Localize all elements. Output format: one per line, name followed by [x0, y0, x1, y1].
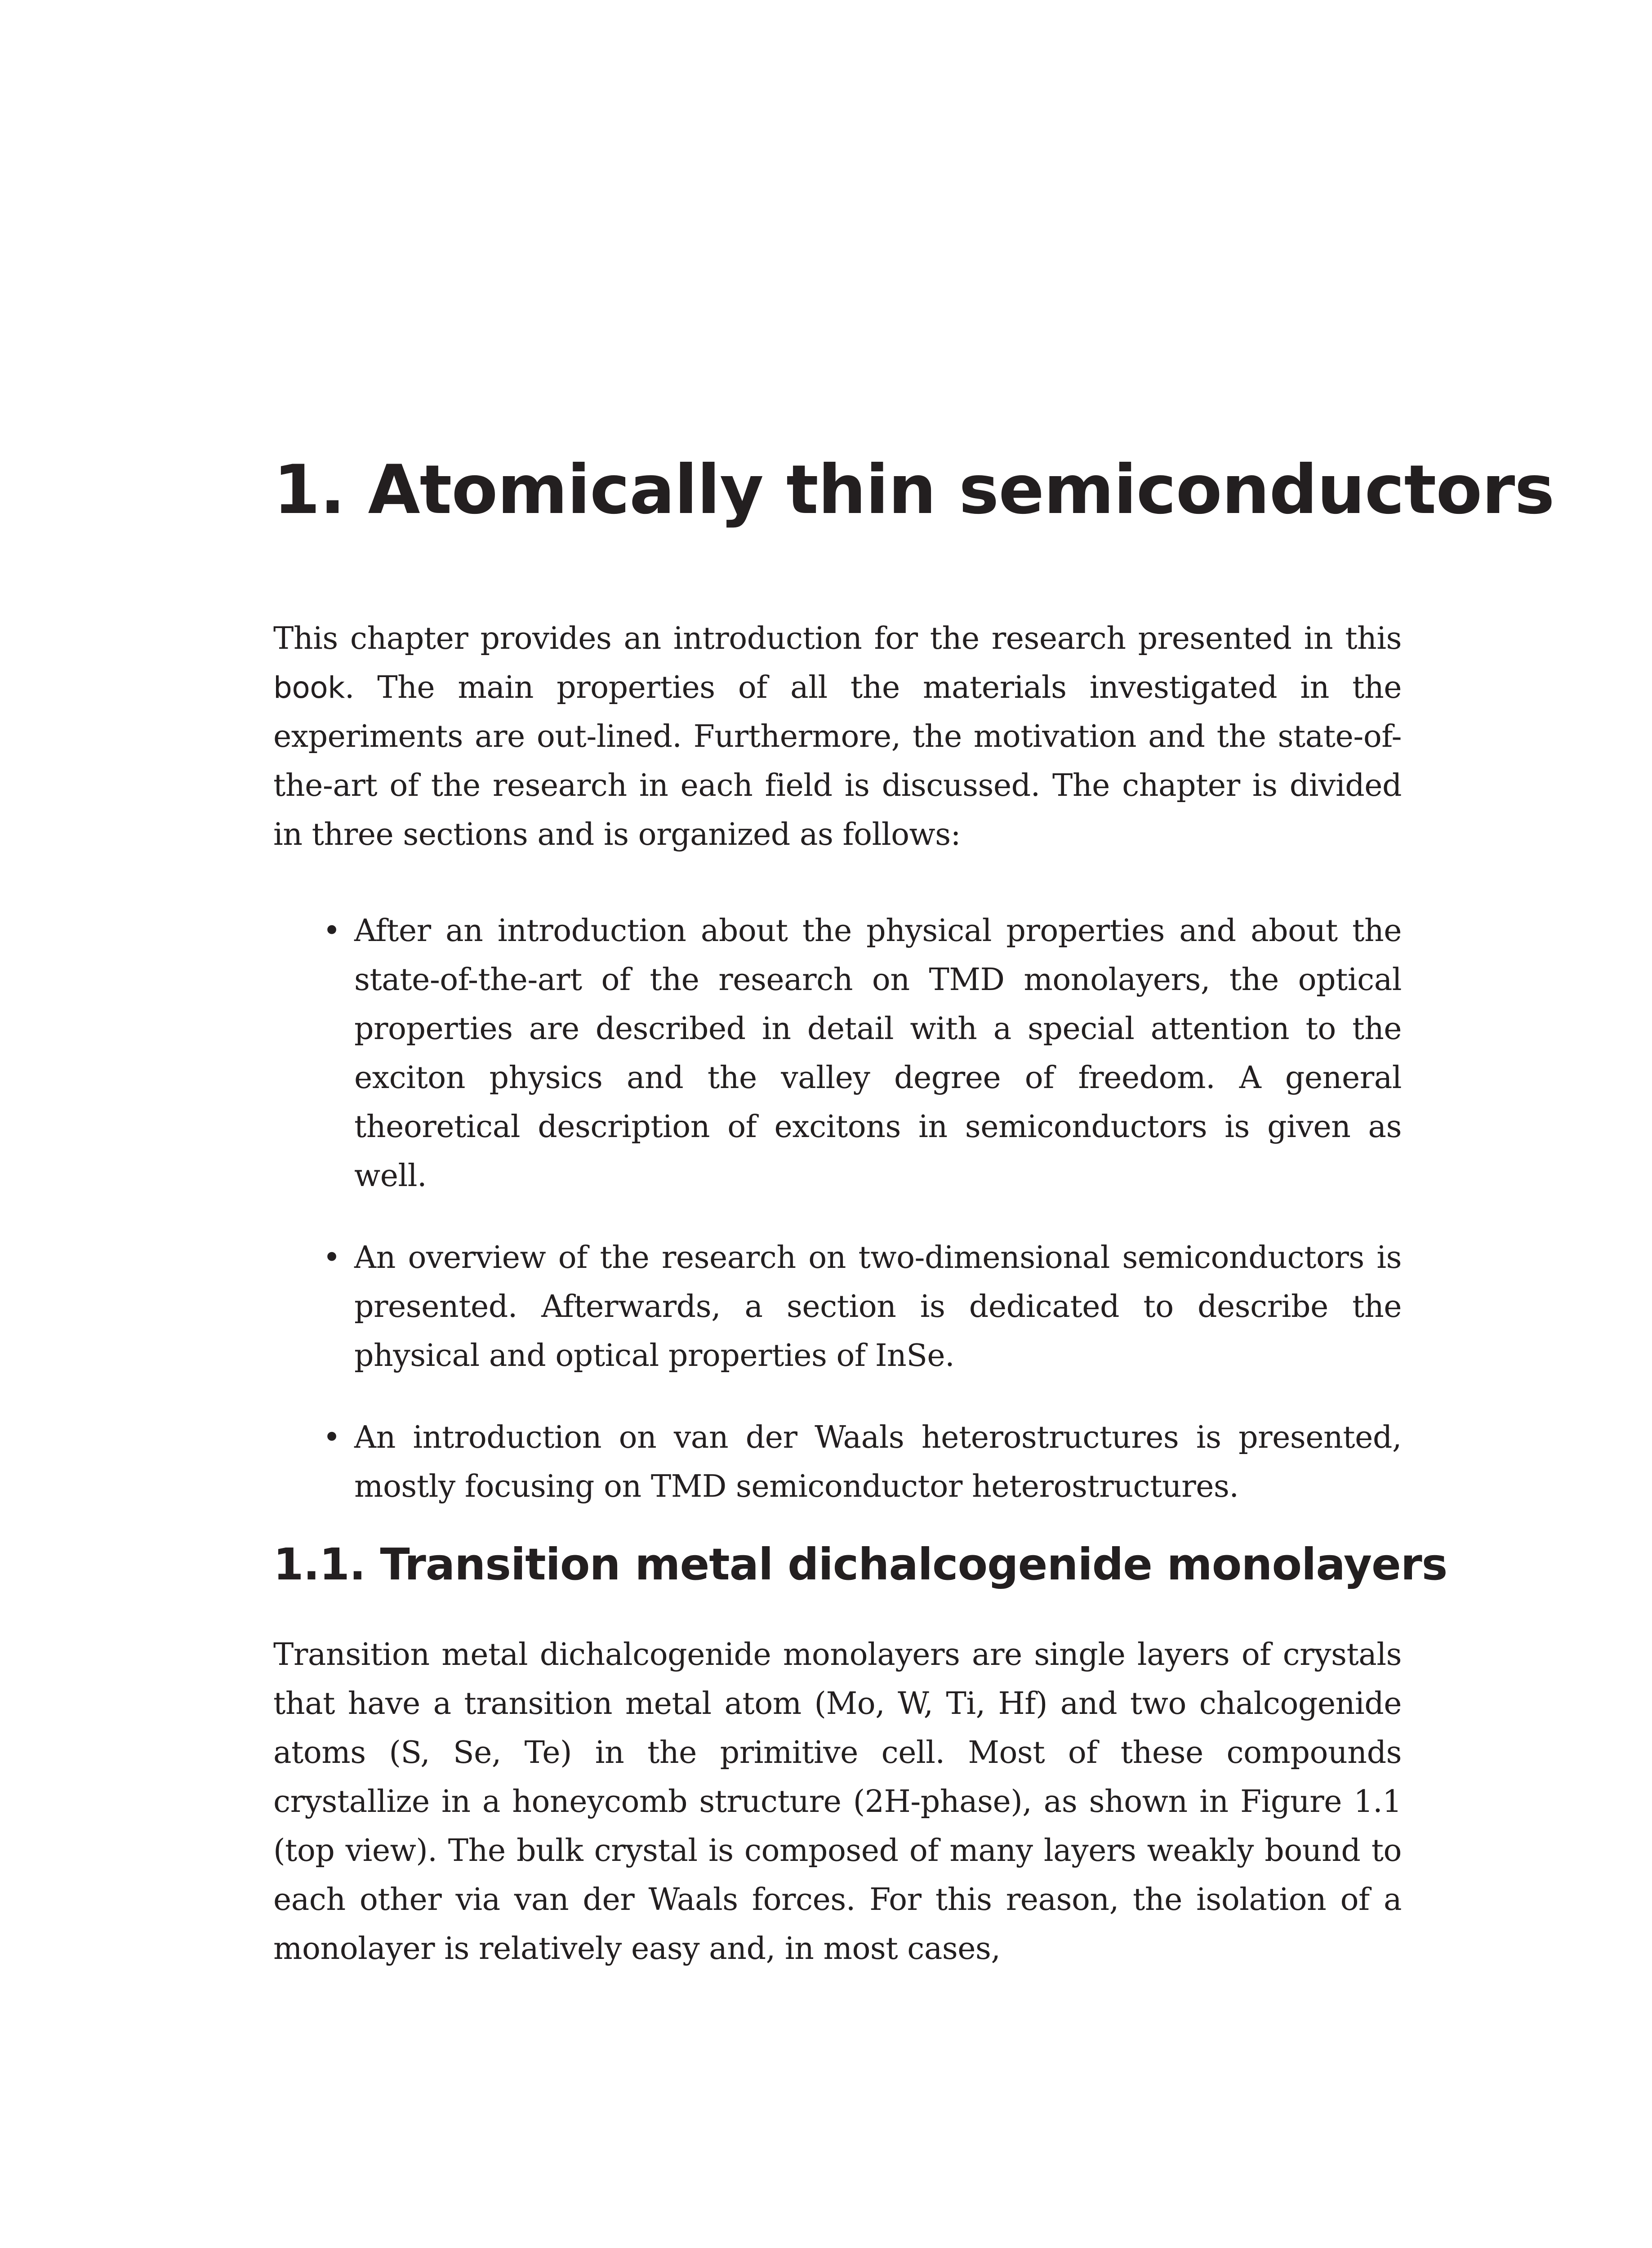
intro-text-start: This chapter provides an introduction for the research presented in this — [273, 621, 1402, 656]
outline-item-insе — [273, 1233, 1402, 1380]
outline-item-text: An overview of the research on two-dimensional semiconductors is presented. Afterwards, a section is dedicated to describe the physical and optical properties of InSe. — [354, 1240, 1402, 1374]
bullet-icon: • — [323, 1240, 341, 1276]
intro-book-word: book — [273, 670, 345, 705]
chapter-outline-list — [273, 906, 1402, 1544]
chapter-title: 1. Atomically thin semiconductors — [273, 451, 1554, 529]
bullet-icon: • — [323, 1420, 341, 1455]
outline-item-heterostructures — [273, 1413, 1402, 1511]
outline-item-text: An introduction on van der Waals heterostructures is presented, mostly focusing on TMD semiconductor heterostructures. — [354, 1420, 1402, 1504]
section-body-paragraph: Transition metal dichalcogenide monolayers are single layers of crystals that have a transition metal atom (Mo, W, Ti, Hf) and two chalcogenide atoms (S, Se, Te) in the primitive cell. Most of these compounds crystallize in a honeycomb structure (2H-phase), as shown in Figure 1.1 (top view). The bulk crystal is composed of many layers weakly bound to each other via van der Waals forces. For this reason, the isolation of a monolayer is relatively easy and, in most cases, — [273, 1637, 1402, 1967]
intro-text-end: . The main properties of all the materials investigated in the experiments are out-lined. Furthermore, the motivation and the state-of-the-art of the research in each field is discussed. The chapter is divided in three sections and is organized as follows: — [273, 670, 1402, 852]
outline-item-text: After an introduction about the physical properties and about the state-of-the-art of the research on TMD monolayers, the optical properties are described in detail with a special attention to the exciton physics and the valley degree of freedom. A general theoretical description of excitons in semiconductors is given as well. — [354, 913, 1402, 1194]
section-title: 1.1. Transition metal dichalcogenide monolayers — [273, 1539, 1447, 1590]
bullet-icon: • — [323, 913, 341, 949]
outline-item-tmd — [273, 906, 1402, 1200]
intro-paragraph — [273, 614, 1402, 859]
